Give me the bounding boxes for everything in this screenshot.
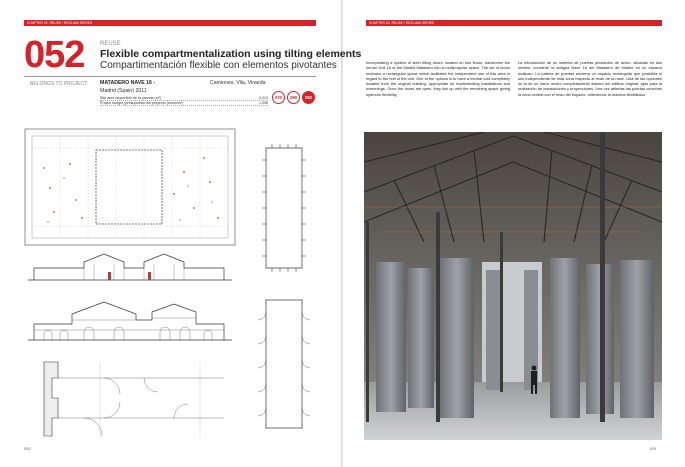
chapter-tag-right: CHAPTER 02: REUSE / RECLAIM SERIES [366, 20, 662, 26]
body-text-english: Incorporating a system of steel tilting doors, located on two floors, transforms the former Unit 16 of the Madrid Matadero into a multipurpose space. The set of doors encloses a rectangular space which facilitates the independent use of this area in regard to the rest of the unit. One of the options is to have a neutral void completely isolated from the original building, appropriate for implementing installations and screenings. Once the doors are open, they link up with the remaining space giving optimum flexibility. [366, 60, 510, 97]
project-name: MATADERO NAVE 16 - [100, 80, 156, 86]
related-entry[interactable]: 270 [272, 91, 285, 104]
title-spanish: Compartimentación flexible con elementos pivotantes [100, 60, 337, 71]
related-entry-current[interactable]: 052 [302, 91, 315, 104]
site-area-label: Site area (superficie de la parcela (m²) [100, 96, 162, 100]
body-text-spanish: La introducción de un sistema de puertas pivotantes de acero, situadas en dos niveles, convierte la antigua Nave 16 del Matadero de Madrid en un espacio multiuso. La batería de puertas encierra un espacio rectangular que posibilita el uso independiente de esta zona respecto al resto de la nave. Una de las opciones es la de un vacío neutro completamente aislado del edificio original, apto para la realización de instalaciones y proyecciones. Una vez abiertas las puertas conectan la zona central con el resto del espacio, obteniendo la máxima flexibilidad. [518, 60, 662, 97]
page-number-left: 050 [24, 446, 31, 451]
related-entry[interactable]: 280 [287, 91, 300, 104]
project-location: Camiones, Vila, Viraeda [210, 80, 266, 86]
project-date: Madrid (Spain) 2011 [100, 88, 147, 94]
chapter-tag-left: CHAPTER 02: REUSE / RECLAIM SERIES [24, 20, 316, 26]
page-gutter [341, 0, 343, 467]
door-detail-drawing [24, 358, 236, 442]
door-layout-plan-lower [250, 290, 318, 438]
budget-row [100, 101, 268, 106]
budget-label: Project budget (presupuesto del proyecto (euros/m²) [100, 101, 184, 105]
building-elevation-drawing [24, 296, 236, 346]
door-layout-plan-upper [250, 140, 318, 276]
budget-value: 1,006 [259, 101, 268, 105]
title-english: Flexible compartmentalization using tilting elements [100, 48, 362, 60]
site-area-value: 3,313 [259, 96, 268, 100]
interior-photograph [364, 132, 662, 440]
related-entries [272, 91, 315, 104]
building-section-drawing [24, 250, 236, 286]
belongs-label: BELONGS TO PROJECT: [30, 81, 88, 87]
page-number-right: 051 [650, 446, 657, 451]
header-rule [24, 76, 316, 77]
entry-category: REUSE [100, 41, 121, 47]
entry-number: 052 [24, 34, 85, 76]
floor-plan-drawing [24, 128, 236, 246]
